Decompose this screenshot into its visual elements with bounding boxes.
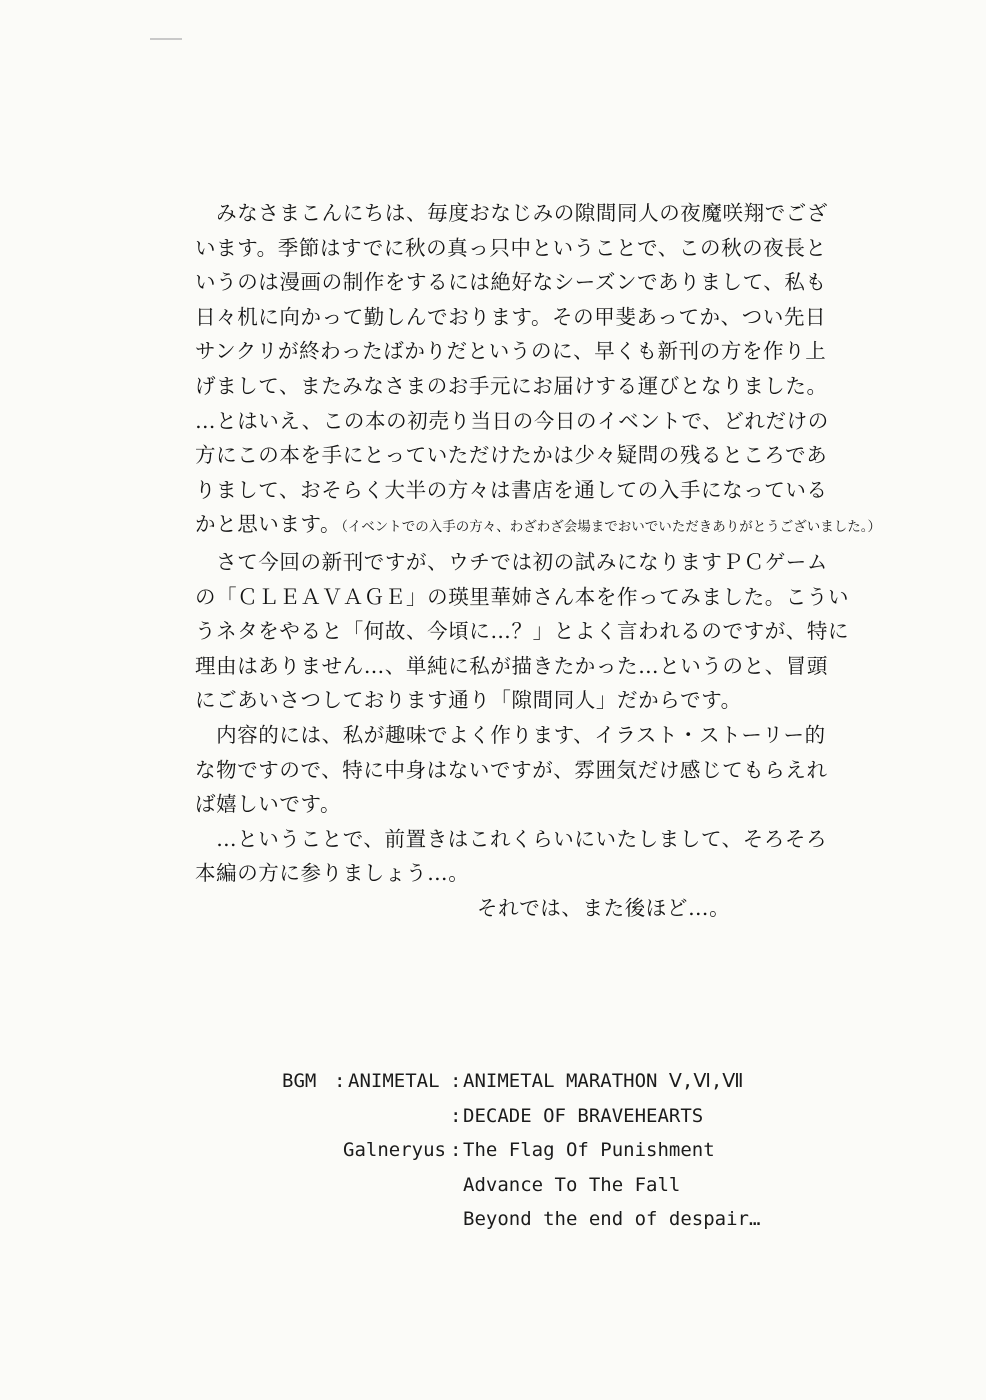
bgm-track: DECADE OF BRAVEHEARTS — [463, 1104, 704, 1127]
signoff: それでは、また後ほど…。 — [477, 895, 731, 920]
text-line: うネタをやると「何故、今頃に…？」とよく言われるのですが、特に — [195, 619, 850, 644]
text-line: 方にこの本を手にとっていただけたかは少々疑問の残るところであ — [195, 443, 828, 468]
page-mark — [150, 38, 182, 40]
bgm-label: BGM — [282, 1070, 317, 1092]
bgm-colon: : — [450, 1139, 462, 1161]
text-line: います。季節はすでに秋の真っ只中ということで、この秋の夜長と — [195, 235, 827, 260]
text-line: みなさまこんにちは、毎度おなじみの隙間同人の夜魔咲翔でござ — [195, 201, 828, 225]
text-line: 理由はありません…、単純に私が描きたかった…というのと、冒頭 — [195, 653, 828, 678]
text-line: サンクリが終わったばかりだというのに、早くも新刊の方を作り上 — [195, 339, 827, 364]
text-line: さて今回の新刊ですが、ウチでは初の試みになりますＰＣゲーム — [195, 549, 828, 574]
bgm-colon: : — [334, 1070, 346, 1092]
afterword-text — [195, 196, 882, 925]
text-line: の「ＣＬＥＡＶＡＧＥ」の瑛里華姉さん本を作ってみました。こうい — [195, 584, 850, 609]
text-line: …ということで、前置きはこれくらいにいたしまして、そろそろ — [195, 826, 828, 851]
text-line: な物ですので、特に中身はないですが、雰囲気だけ感じてもらえれ — [195, 757, 828, 782]
bgm-track: Advance To The Fall — [463, 1173, 681, 1196]
text-line: げまして、またみなさまのお手元にお届けする運びとなりました。 — [195, 373, 828, 398]
bgm-track: Beyond the end of despair… — [463, 1208, 761, 1230]
aside-note: （イベントでの入手の方々、わざわざ会場までおいでいただきありがとうございました。） — [341, 519, 882, 536]
text-line: いうのは漫画の制作をするには絶好なシーズンでありまして、私も — [195, 270, 827, 295]
bgm-track: The Flag Of Punishment — [463, 1139, 715, 1161]
text-line: 日々机に向かって勤しんでおります。その甲斐あってか、つい先日 — [195, 304, 827, 329]
text-line: ば嬉しいです。 — [195, 792, 342, 817]
bgm-colon: : — [450, 1070, 462, 1092]
text-line: りまして、おそらく大半の方々は書店を通しての入手になっている — [195, 477, 828, 502]
text-line: かと思います。 — [195, 512, 342, 537]
text-line: 内容的には、私が趣味でよく作ります、イラスト・ストーリー的 — [195, 722, 826, 747]
bgm-track: ANIMETAL MARATHON Ⅴ,Ⅵ,Ⅶ — [463, 1070, 744, 1092]
bgm-colon: : — [450, 1104, 462, 1127]
text-line: 本編の方に参りましょう…。 — [195, 861, 470, 886]
text-line: …とはいえ、この本の初売り当日の今日のイベントで、どれだけの — [195, 408, 829, 433]
bgm-artist: Galneryus — [343, 1139, 446, 1161]
bgm-artist: ANIMETAL — [348, 1070, 440, 1092]
text-line: にごあいさつしております通り「隙間同人」だからです。 — [195, 688, 742, 713]
text-line-with-aside — [195, 507, 882, 545]
